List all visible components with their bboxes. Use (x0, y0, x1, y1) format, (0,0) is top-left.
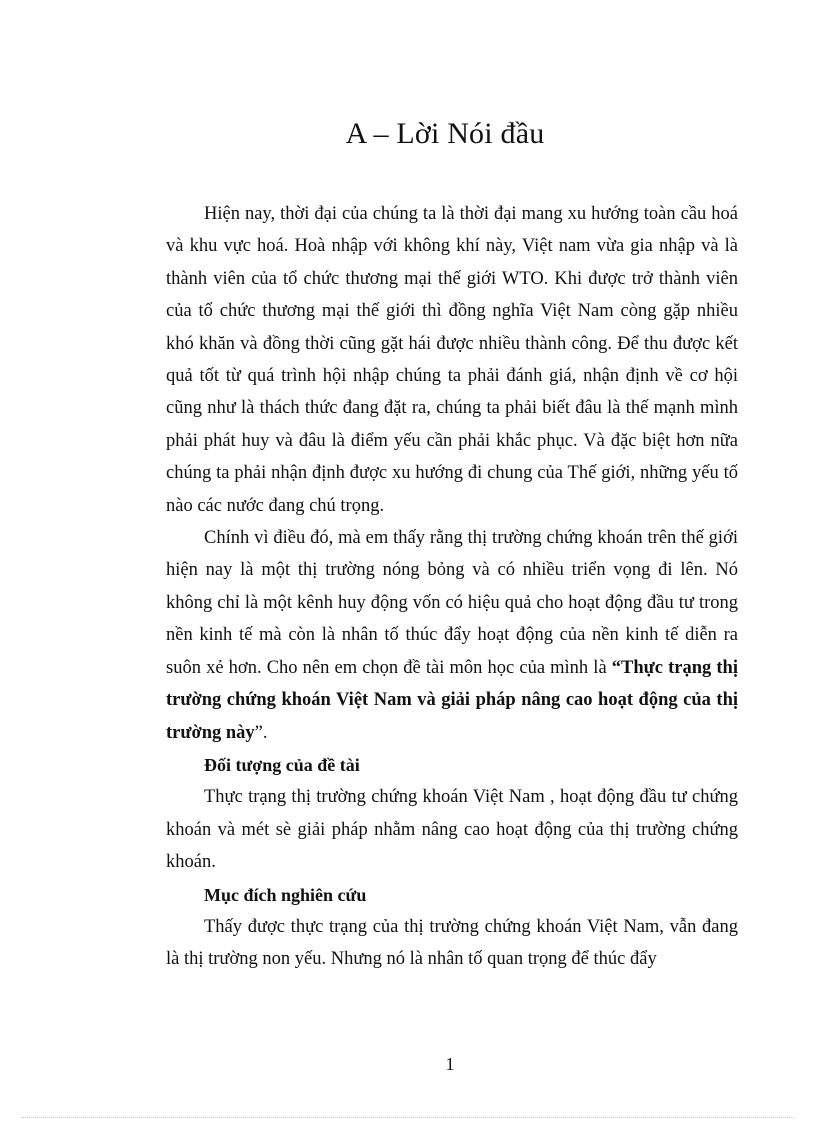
topic-paragraph-text: Chính vì điều đó, mà em thấy rằng thị trường chứng khoán trên thế giới hiện nay là một thị trường nóng bỏng và có nhiều triển vọng đi lên. Nó không chỉ là một kênh huy động vốn có hiệu quả cho hoạt động đầu tư trong nền kinh tế mà còn là nhân tố thúc đẩy hoạt động của nền kinh tế diễn ra suôn xẻ hơn. Cho nên em chọn đề tài môn học của mình là (166, 528, 738, 678)
purpose-paragraph: Thấy được thực trạng của thị trường chứng khoán Việt Nam, vẫn đang là thị trường non yếu. Nhưng nó là nhân tố quan trọng để thúc đẩy (166, 916, 738, 970)
topic-paragraph (166, 522, 738, 749)
purpose-heading: Mục đích nghiên cứu (204, 884, 367, 905)
topic-paragraph-end: ”. (254, 722, 268, 743)
document-body (166, 198, 738, 976)
subject-heading: Đối tượng của đề tài (204, 754, 360, 775)
page-number: 1 (445, 1054, 455, 1074)
page-title: A – Lời Nói đầu (345, 117, 545, 150)
intro-paragraph: Hiện nay, thời đại của chúng ta là thời đại mang xu hướng toàn cầu hoá và khu vực hoá. Hoà nhập với không khí này, Việt nam vừa gia nhập và là thành viên của tổ chức thương mại thế giới WTO. Khi được trở thành viên của tổ chức thương mại thế giới thì đồng nghĩa Việt Nam còng gặp nhiều khó khăn và đồng thời cũng gặt hái được nhiều thành công. Để thu được kết quả tốt từ quá trình hội nhập chúng ta phải đánh giá, nhận định về cơ hội cũng như là thách thức đang đặt ra, chúng ta phải biết đâu là thế mạnh mình phải phát huy và đâu là điểm yếu cần phải khắc phục. Và đặc biệt hơn nữa chúng ta phải nhận định được xu hướng đi chung của Thế giới, những yếu tố nào các nước đang chú trọng. (166, 204, 738, 516)
topic-title: “Thực trạng thị trường chứng khoán Việt Nam và giải pháp nâng cao hoạt động của thị trường này (166, 657, 738, 743)
page-bottom-divider (22, 1117, 794, 1118)
subject-paragraph: Thực trạng thị trường chứng khoán Việt Nam , hoạt động đầu tư chứng khoán và mét sè giải pháp nhằm nâng cao hoạt động của thị trường chứng khoán. (166, 787, 738, 873)
